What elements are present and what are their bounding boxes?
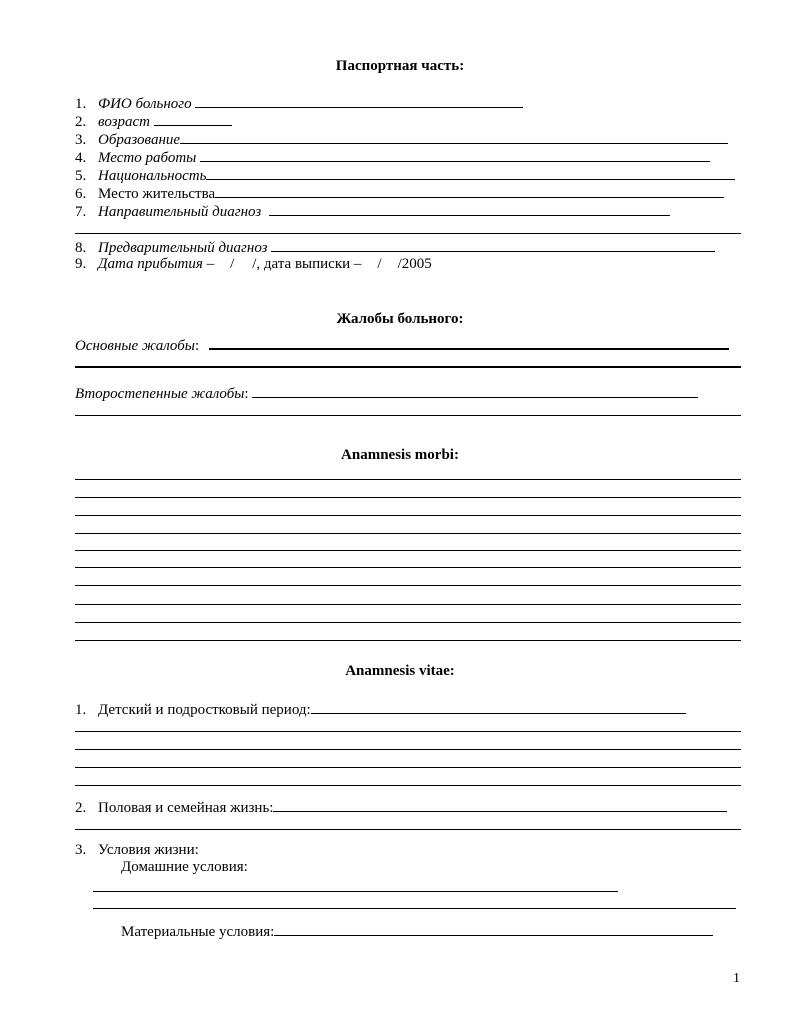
- home-conditions-line[interactable]: [93, 891, 618, 892]
- main-complaints-field[interactable]: [209, 334, 729, 350]
- home-conditions-label: Домашние условия:: [121, 859, 248, 875]
- vitae-item-family-life: 2. Половая и семейная жизнь:: [75, 797, 727, 817]
- referral-diagnosis-continuation-line[interactable]: [75, 233, 741, 234]
- secondary-complaints-continuation-line[interactable]: [75, 415, 741, 416]
- morbi-line[interactable]: [75, 550, 741, 551]
- morbi-line[interactable]: [75, 479, 741, 480]
- name-field[interactable]: [195, 93, 523, 108]
- passport-item-preliminary-diagnosis: 8. Предварительный диагноз: [75, 237, 715, 257]
- morbi-line[interactable]: [75, 567, 741, 568]
- main-complaints-continuation-line[interactable]: [75, 366, 741, 368]
- passport-item-name: 1. ФИО больного: [75, 93, 523, 113]
- secondary-complaints-line: Второстепенные жалобы:: [75, 383, 698, 403]
- page-number: 1: [733, 971, 740, 986]
- anamnesis-morbi-heading: Anamnesis morbi:: [341, 447, 459, 463]
- passport-item-dates: 9. Дата прибытия – / /, дата выписки – / /2005: [75, 256, 432, 272]
- childhood-field[interactable]: [311, 699, 686, 714]
- material-conditions-line: Материальные условия:: [121, 921, 713, 941]
- morbi-line[interactable]: [75, 533, 741, 534]
- residence-field[interactable]: [215, 183, 724, 198]
- education-field[interactable]: [180, 129, 728, 144]
- vitae-item-childhood: 1. Детский и подростковый период:: [75, 699, 686, 719]
- passport-item-workplace: 4. Место работы: [75, 147, 710, 167]
- anamnesis-vitae-heading: Anamnesis vitae:: [345, 663, 455, 679]
- childhood-line[interactable]: [75, 785, 741, 786]
- home-conditions-line[interactable]: [93, 908, 736, 909]
- childhood-line[interactable]: [75, 749, 741, 750]
- childhood-line[interactable]: [75, 731, 741, 732]
- nationality-field[interactable]: [206, 165, 735, 180]
- family-life-field[interactable]: [273, 797, 727, 812]
- passport-heading: Паспортная часть:: [335, 58, 465, 74]
- family-life-line[interactable]: [75, 829, 741, 830]
- morbi-line[interactable]: [75, 497, 741, 498]
- secondary-complaints-field[interactable]: [252, 383, 698, 398]
- passport-item-age: 2. возраст: [75, 111, 232, 131]
- childhood-line[interactable]: [75, 767, 741, 768]
- passport-item-nationality: 5. Национальность: [75, 165, 735, 185]
- vitae-item-living-conditions: 3. Условия жизни:: [75, 842, 199, 858]
- passport-item-residence: 6. Место жительства: [75, 183, 724, 203]
- morbi-line[interactable]: [75, 515, 741, 516]
- morbi-line[interactable]: [75, 622, 741, 623]
- morbi-line[interactable]: [75, 640, 741, 641]
- age-field[interactable]: [154, 111, 232, 126]
- complaints-heading: Жалобы больного:: [336, 311, 464, 327]
- morbi-line[interactable]: [75, 604, 741, 605]
- workplace-field[interactable]: [200, 147, 710, 162]
- passport-item-education: 3. Образование: [75, 129, 728, 149]
- referral-diagnosis-field[interactable]: [269, 201, 670, 216]
- material-conditions-field[interactable]: [274, 921, 713, 936]
- main-complaints-line: Основные жалобы:: [75, 334, 729, 355]
- passport-item-referral-diagnosis: 7. Направительный диагноз: [75, 201, 670, 221]
- preliminary-diagnosis-field[interactable]: [271, 237, 715, 252]
- morbi-line[interactable]: [75, 585, 741, 586]
